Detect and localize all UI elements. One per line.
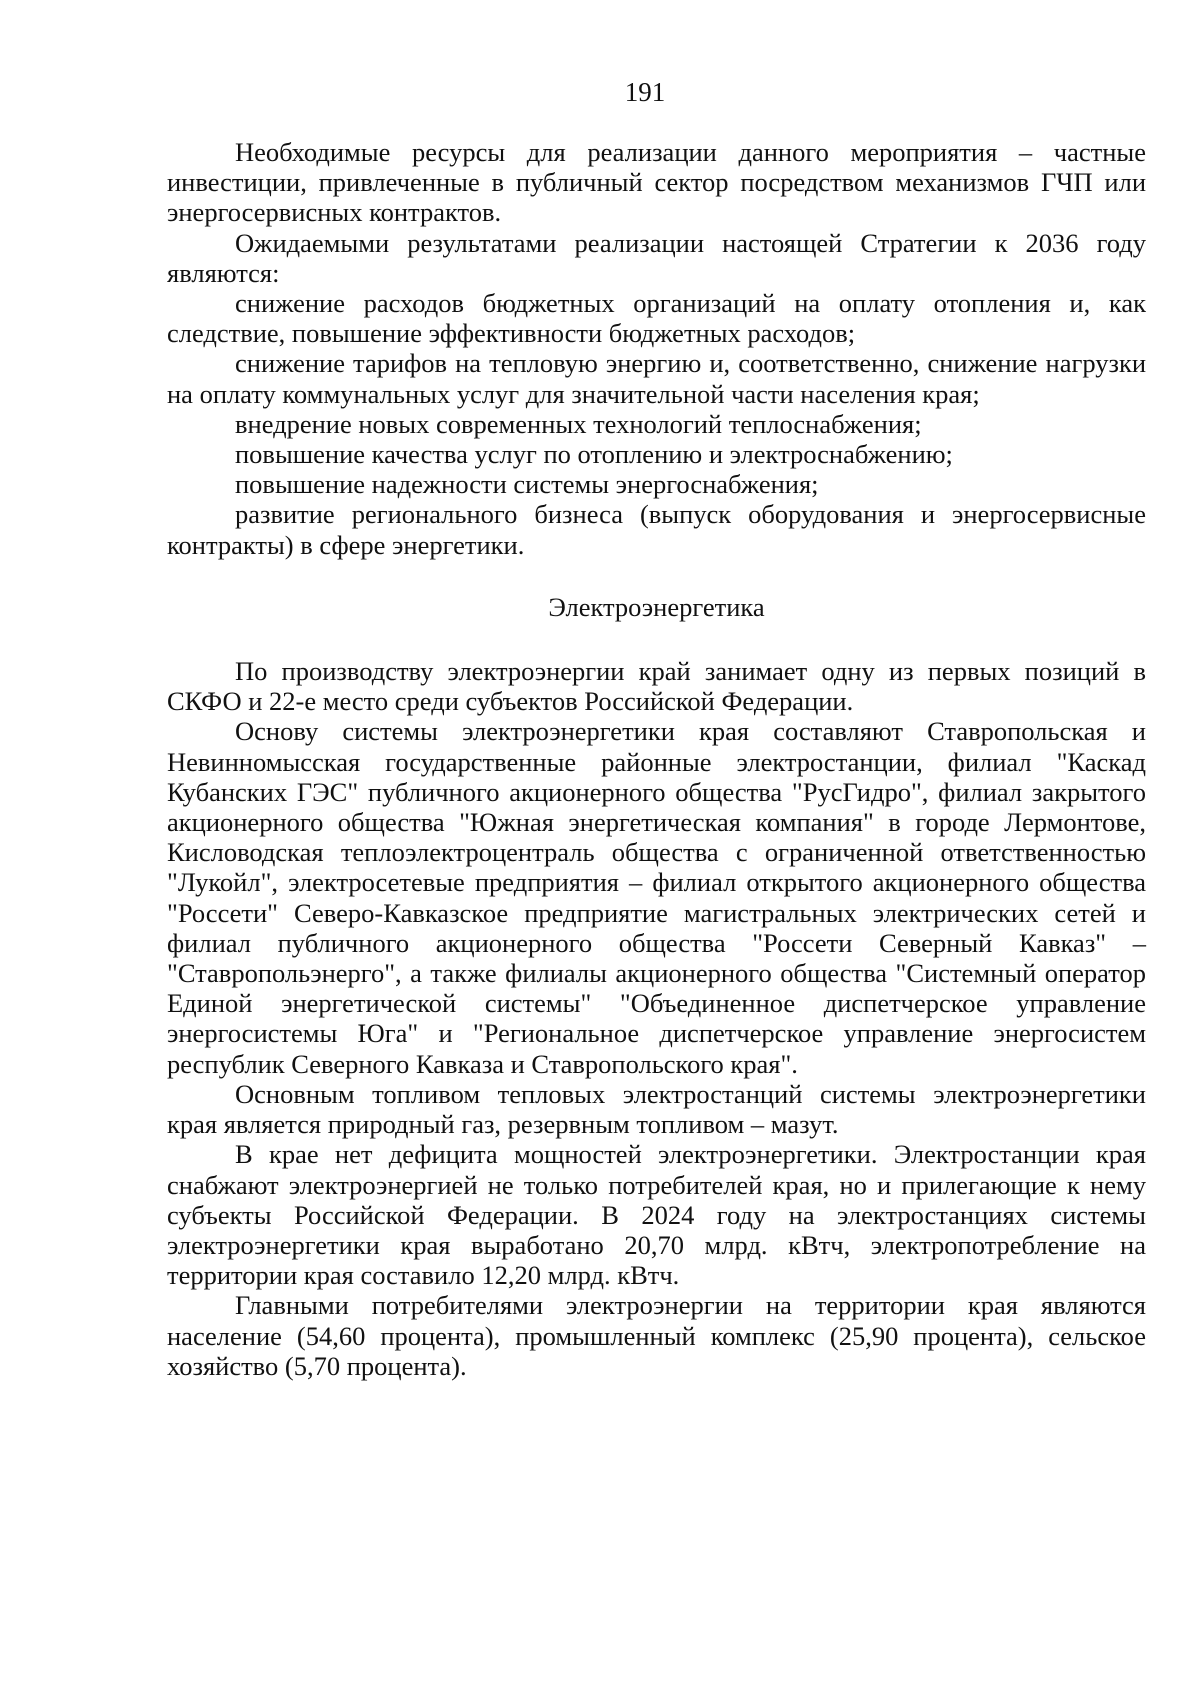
list-item-budget-costs: снижение расходов бюджетных организаций на оплату отопления и, как следствие, повышение эффективности бюджетных расходов; [167, 288, 1146, 349]
paragraph-capacity: В крае нет дефицита мощностей электроэнергетики. Электростанции края снабжают электроэнергией не только потребителей края, но и прилегающие к нему субъекты Российской Федерации. В 2024 году на электростанциях системы электроэнергетики края выработано 20,70 млрд. кВтч, электропотребление на территории края составило 12,20 млрд. кВтч. [167, 1139, 1146, 1291]
page-number: 191 [624, 77, 666, 107]
list-item-technologies: внедрение новых современных технологий теплоснабжения; [235, 408, 922, 439]
section-heading-text: Электроэнергетика [548, 591, 765, 622]
list-item-reliability: повышение надежности системы энергоснабжения; [235, 469, 819, 500]
list-item-regional-business: развитие регионального бизнеса (выпуск оборудования и энергосервисные контракты) в сфере энергетики. [167, 499, 1146, 560]
paragraph-fuel: Основным топливом тепловых электростанций системы электроэнергетики края является природный газ, резервным топливом – мазут. [167, 1078, 1146, 1140]
list-item-tariffs: снижение тарифов на тепловую энергию и, соответственно, снижение нагрузки на оплату коммунальных услуг для значительной части населения края; [167, 348, 1146, 409]
paragraph-production-rank: По производству электроэнергии край занимает одну из первых позиций в СКФО и 22-е место среди субъектов Российской Федерации. [167, 656, 1146, 717]
list-item-service-quality: повышение качества услуг по отоплению и электроснабжению; [235, 439, 953, 470]
paragraph-system-basis: Основу системы электроэнергетики края составляют Ставропольская и Невинномысская государственные районные электростанции, филиал "Каскад Кубанских ГЭС" публичного акционерного общества "РусГидро", филиал закрытого акционерного общества "Южная энергетическая компания" в городе Лермонтове, Кисловодская теплоэлектроцентраль общества с ограниченной ответственностью "Лукойл", электросетевые предприятия – филиал открытого акционерного общества "Россети" Северо-Кавказское предприятие магистральных электрических сетей и филиал публичного акционерного общества "Россети Северный Кавказ" – "Ставропольэнерго", а также филиалы акционерного общества "Системный оператор Единой энергетической системы" "Объединенное диспетчерское управление энергосистемы Юга" и "Региональное диспетчерское управление энергосистем республик Северного Кавказа и Ставропольского края". [167, 716, 1146, 1079]
paragraph-resources: Необходимые ресурсы для реализации данного мероприятия – частные инвестиции, привлеченные в публичный сектор посредством механизмов ГЧП или энергосервисных контрактов. [167, 137, 1146, 228]
paragraph-consumers: Главными потребителями электроэнергии на территории края являются население (54,60 процента), промышленный комплекс (25,90 процента), сельское хозяйство (5,70 процента). [167, 1290, 1146, 1381]
section-heading [167, 592, 1146, 622]
document-body [167, 137, 1146, 1381]
paragraph-expected-results: Ожидаемыми результатами реализации настоящей Стратегии к 2036 году являются: [167, 227, 1146, 288]
